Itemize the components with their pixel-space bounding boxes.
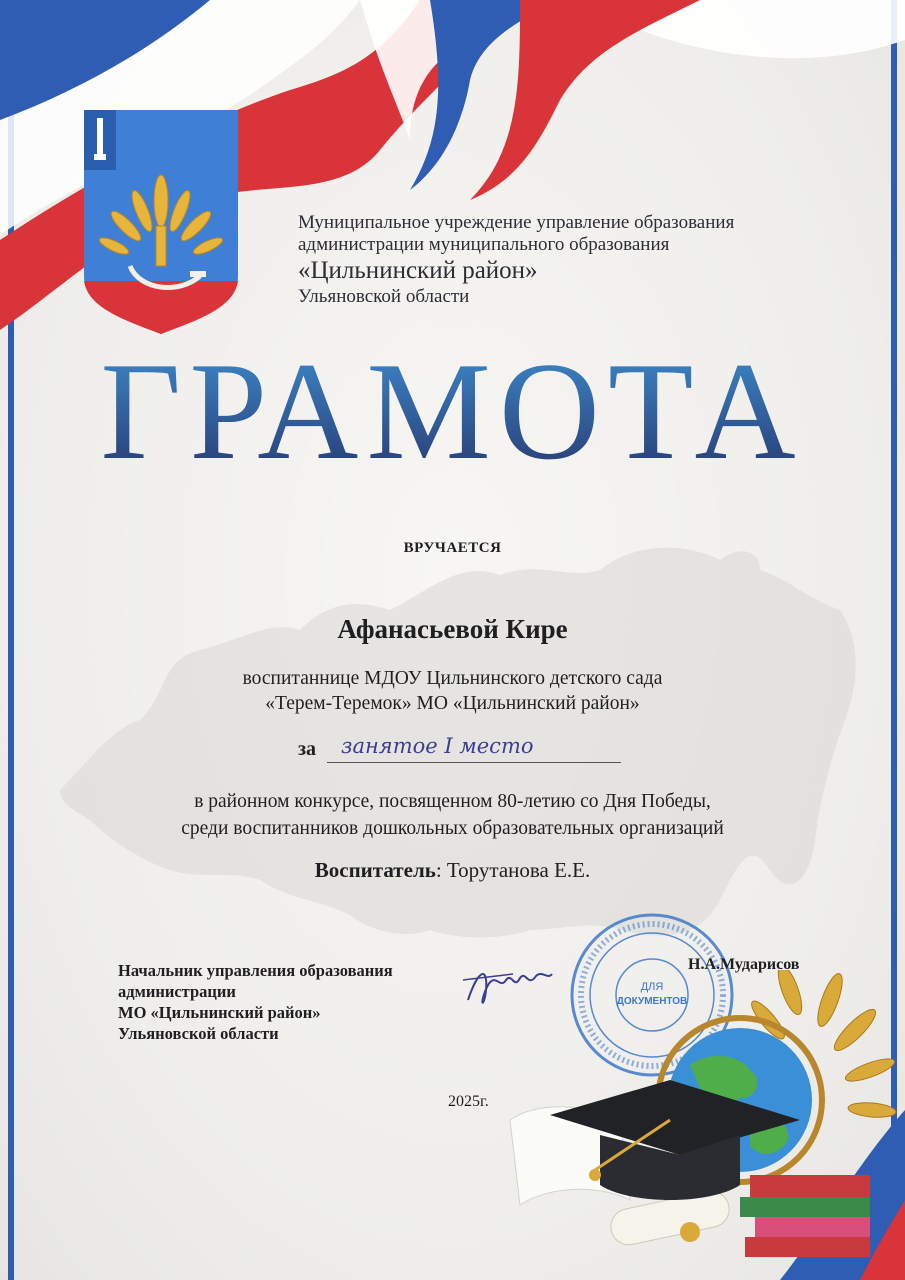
position-line: администрации [118, 982, 236, 1001]
award-label: ВРУЧАЕТСЯ [403, 540, 502, 556]
position-line: Ульяновской области [118, 1024, 279, 1043]
certificate-title [0, 338, 905, 515]
organization-line: администрации муниципального образования [298, 234, 670, 255]
organization-region: Ульяновской области [298, 286, 470, 307]
title-text: ГРАМОТА [100, 338, 804, 488]
contest-line: среди воспитанников дошкольных образовательных организаций [181, 818, 724, 839]
teacher-name: : Торутанова Е.Е. [435, 858, 591, 882]
recipient-description [0, 666, 905, 716]
description-line: «Терем-Теремок» МО «Цильнинский район» [265, 693, 640, 714]
organization-header [298, 212, 858, 308]
contest-line: в районном конкурсе, посвященном 80-летию со Дня Победы, [194, 791, 711, 812]
stamp-center-text: ДЛЯ [640, 981, 664, 993]
achievement-prefix: за [298, 738, 317, 760]
description-line: воспитаннице МДОУ Цильнинского детского сада [242, 668, 663, 689]
contest-description [0, 788, 905, 842]
teacher-line [0, 858, 905, 883]
stamp-center-text: ДОКУМЕНТОВ [616, 996, 688, 1007]
district-name: «Цильнинский район» [298, 257, 538, 284]
teacher-label: Воспитатель [314, 858, 436, 882]
books-icon [740, 1175, 870, 1257]
position-line: МО «Цильнинский район» [118, 1003, 321, 1022]
issue-year: 2025г. [448, 1093, 489, 1110]
recipient-name: Афанасьевой Кире [337, 614, 568, 644]
education-decoration [500, 970, 900, 1280]
signatory-position [118, 960, 448, 1044]
certificate-title-text [0, 338, 905, 488]
position-line: Начальник управления образования [118, 961, 393, 980]
coat-of-arms-emblem [80, 106, 242, 336]
handwritten-achievement: занятое I место [327, 734, 621, 763]
signatory-name: Н.А.Мударисов [688, 956, 800, 973]
organization-line: Муниципальное учреждение управление образования [298, 212, 735, 233]
